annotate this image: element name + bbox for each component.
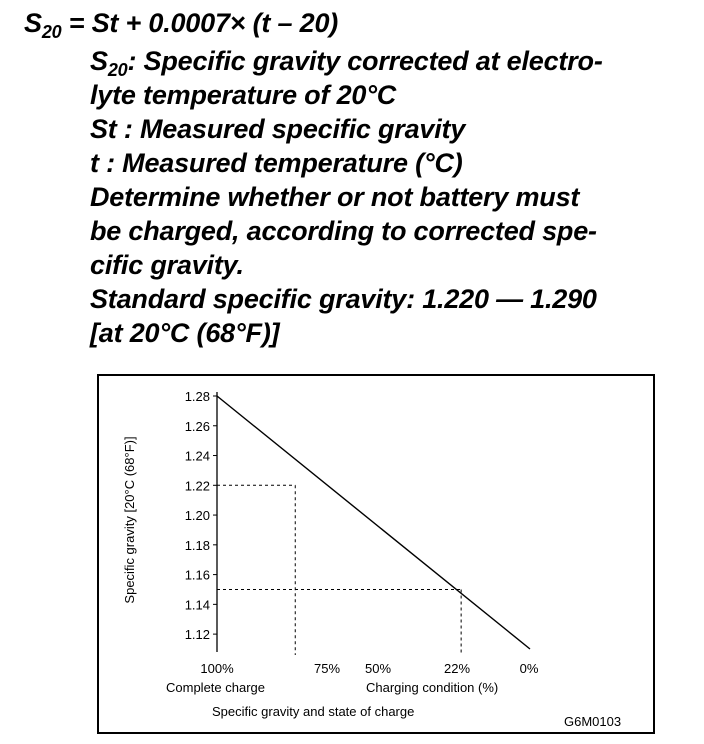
determine-line2: be charged, according to corrected spe- [90,216,597,246]
chart-y-tick-label: 1.24 [184,448,210,464]
formula-lhs-sub: 20 [41,22,62,42]
chart-x-tick-label: 50% [364,661,392,676]
formula-lhs: S [24,8,42,38]
chart-y-tick-label: 1.20 [184,508,210,524]
chart-title: Specific gravity and state of charge [212,704,415,719]
s20-symbol: S [90,46,108,76]
chart-complete-charge-caption: Complete charge [166,680,265,695]
chart-x-tick-label: 100% [200,661,234,676]
s20-sub: 20 [107,60,128,80]
chart-ylabel: Specific gravity [20°C (68°F)] [122,436,137,604]
chart-y-tick-label: 1.18 [184,537,210,553]
standard-line2: [at 20°C (68°F)] [90,318,280,348]
standard-line1: Standard specific gravity: 1.220 — 1.290 [90,284,597,314]
chart-y-tick-label: 1.14 [184,597,210,613]
chart-xlabel: Charging condition (%) [366,680,499,695]
chart-x-tick-label: 75% [313,661,341,676]
chart-x-tick-label: 0% [519,661,539,676]
determine-line1: Determine whether or not battery must [90,182,580,212]
st-definition: St : Measured specific gravity [90,114,466,144]
chart-y-tick-label: 1.26 [184,418,210,434]
t-definition: t : Measured temperature (°C) [90,148,463,178]
chart-y-tick-label: 1.28 [184,389,210,404]
chart-y-tick-label: 1.16 [184,567,210,583]
determine-line3: cific gravity. [90,250,244,280]
formula-rhs: = St + 0.0007× (t – 20) [61,8,339,38]
chart-y-tick-label: 1.12 [184,627,210,643]
chart-y-tick-label: 1.22 [184,478,210,494]
chart-series-line [217,396,530,649]
s20-definition-line2: lyte temperature of 20°C [90,80,397,110]
chart-plot [185,389,539,676]
chart-x-tick-label: 22% [443,661,471,676]
s20-text: : Specific gravity corrected at electro- [127,46,603,76]
chart-code: G6M0103 [564,714,622,729]
